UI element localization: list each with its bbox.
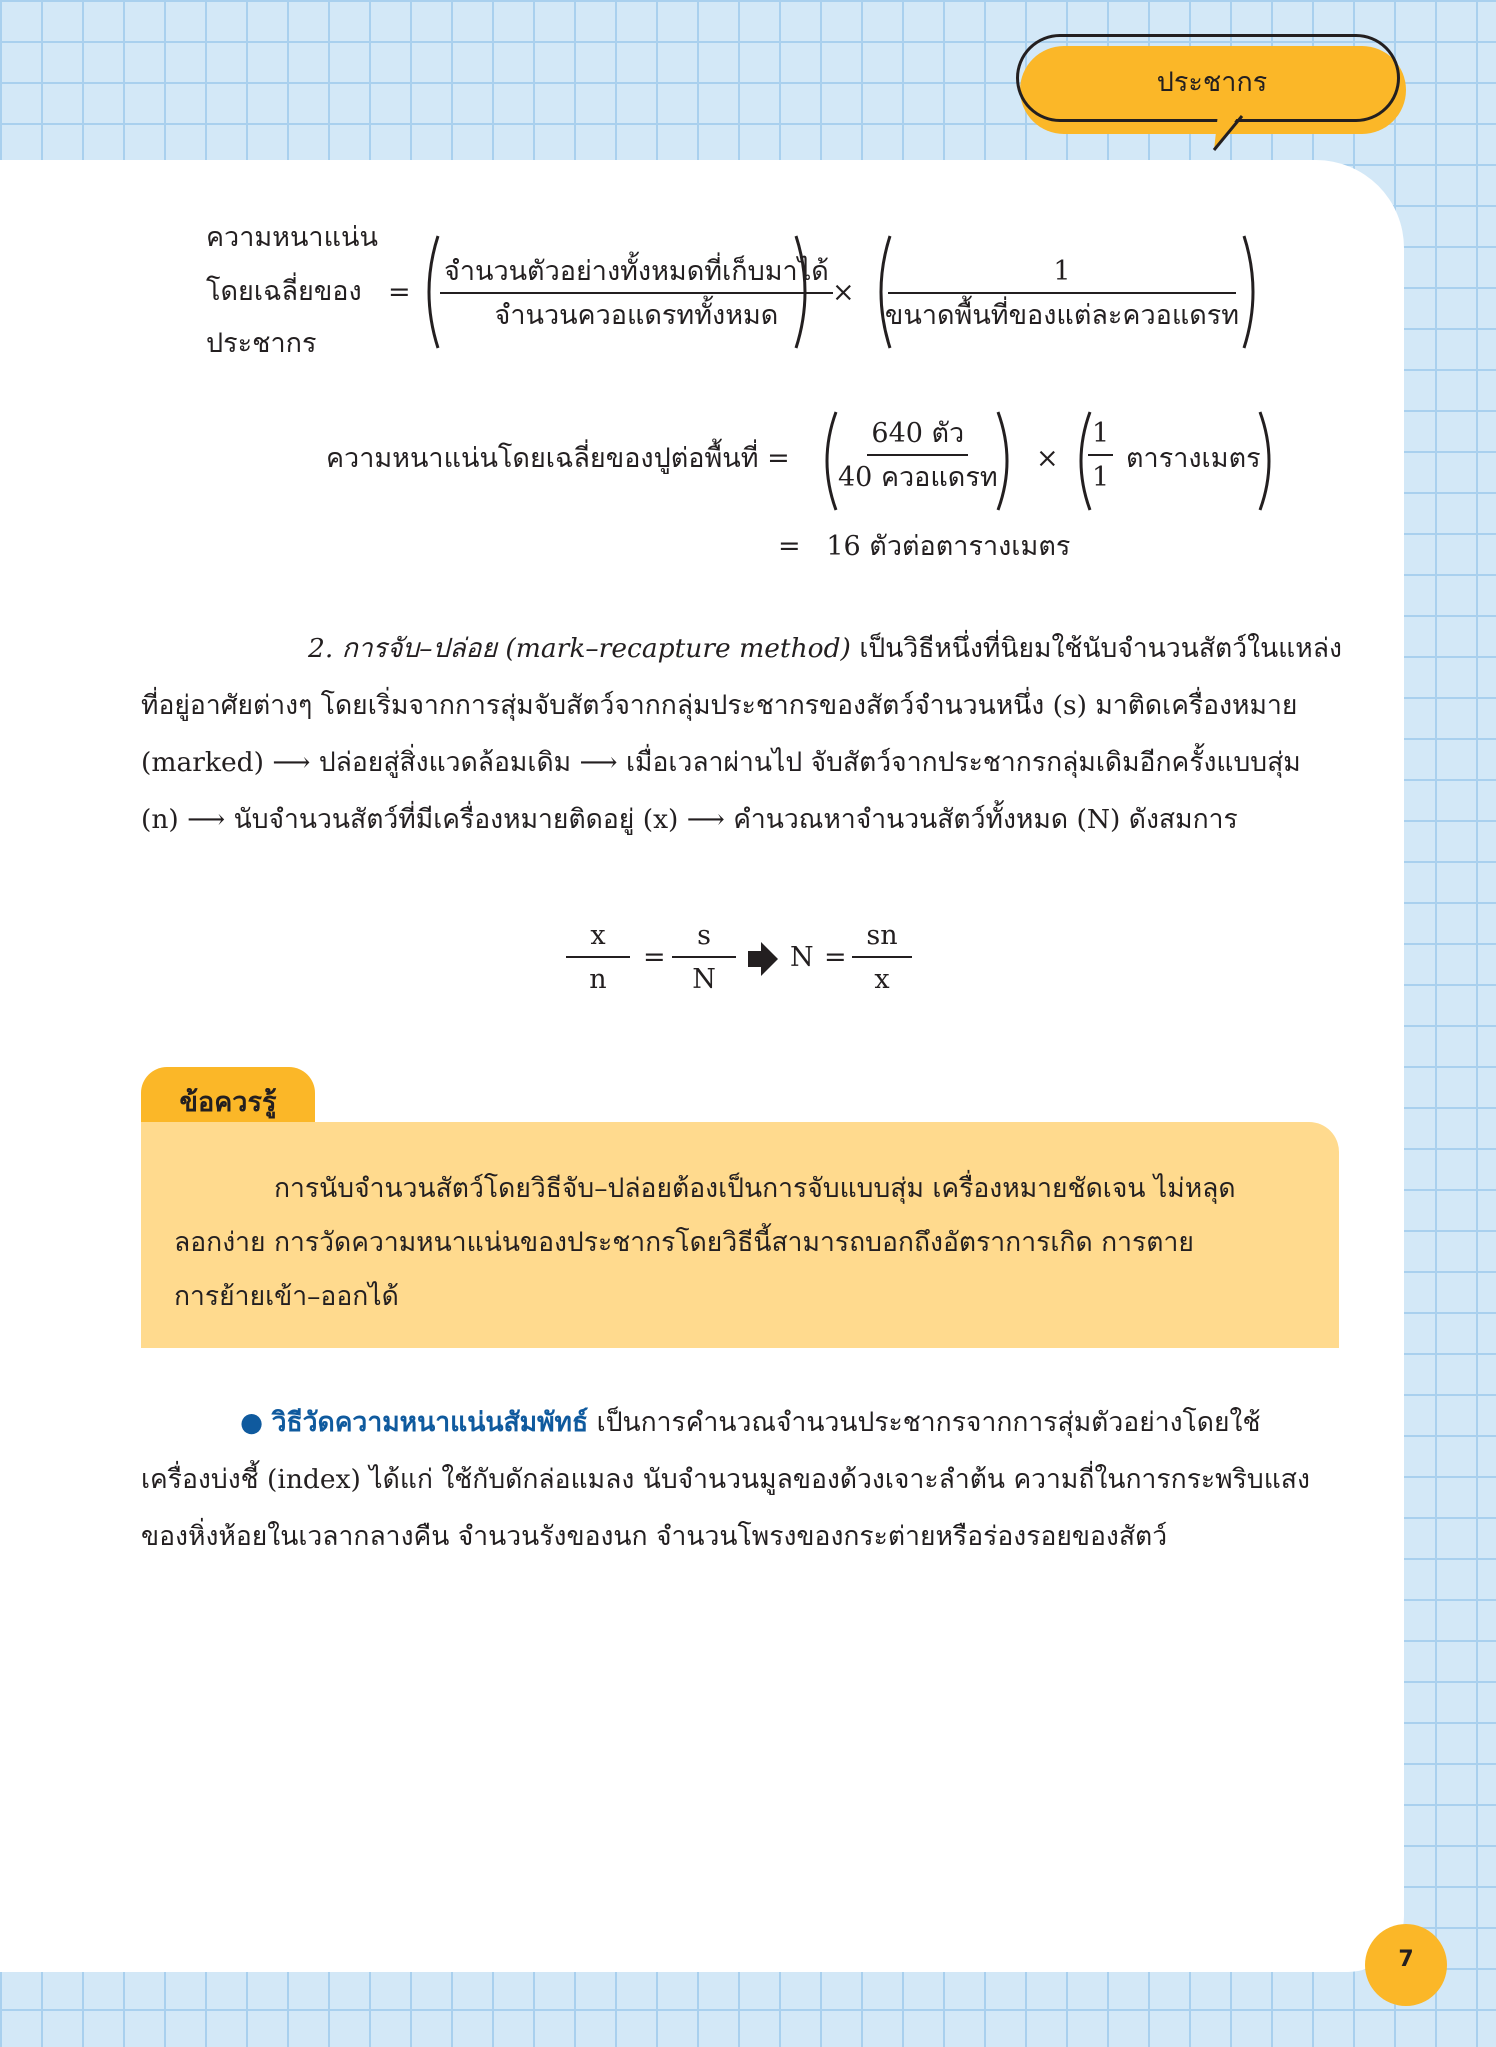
equation-N: N (790, 942, 814, 973)
equation-f2-numerator: s (672, 920, 736, 958)
mark-recapture-line4: (n) ⟶ นับจำนวนสัตว์ที่มีเครื่องหมายติดอยู่ (x) ⟶ คำนวณหาจำนวนสัตว์ทั้งหมด (N) ดังสมการ (141, 804, 1238, 835)
note-line1: การนับจำนวนสัตว์โดยวิธีจับ–ปล่อยต้องเป็นการจับแบบสุ่ม เครื่องหมายชัดเจน ไม่หลุด (274, 1173, 1236, 1204)
formula2-lhs: ความหนาแน่นโดยเฉลี่ยของปูต่อพื้นที่ = (326, 443, 790, 474)
formula1-times: × (832, 277, 855, 308)
mark-recapture-term: การจับ–ปล่อย (mark–recapture method) (341, 633, 851, 664)
equation-frac-x-n (566, 920, 630, 997)
formula2-times: × (1036, 443, 1059, 474)
section-tab (1016, 34, 1408, 154)
equation-f1-denominator: n (589, 964, 607, 996)
formula1-lhs-line1: ความหนาแน่น (206, 222, 378, 253)
formula2-result: = 16 ตัวต่อตารางเมตร (778, 531, 1071, 562)
formula1-right-paren-1 (792, 232, 816, 352)
formula1-frac1-numerator: จำนวนตัวอย่างทั้งหมดที่เก็บมาได้ (440, 256, 833, 294)
mark-recapture-number: 2. (308, 633, 334, 664)
formula1-lhs-line2: โดยเฉลี่ยของ (206, 276, 362, 307)
formula1-frac2-numerator: 1 (888, 256, 1236, 294)
page-card (0, 160, 1404, 1972)
formula2-unit: ตารางเมตร (1126, 443, 1261, 474)
formula2-frac2-denominator: 1 (1092, 462, 1110, 494)
relative-density-line3: ของหิ่งห้อยในเวลากลางคืน จำนวนรังของนก จำนวนโพรงของกระต่ายหรือร่องรอยของสัตว์ (141, 1521, 1168, 1552)
formula2-right-paren-1 (994, 408, 1018, 514)
relative-density-term: วิธีวัดความหนาแน่นสัมพัทธ์ (271, 1407, 589, 1438)
mark-recapture-line1 (308, 620, 1342, 677)
equation-f3-numerator: sn (852, 920, 912, 958)
implies-arrow-icon (748, 942, 778, 976)
formula2-frac1-numerator: 640 ตัว (867, 418, 968, 456)
equation-f1-numerator: x (566, 920, 630, 958)
relative-density-line1-text: เป็นการคำนวณจำนวนประชากรจากการสุ่มตัวอย่างโดยใช้ (596, 1407, 1261, 1438)
formula1-lhs-line3: ประชากร (206, 328, 317, 359)
mark-recapture-line3: (marked) ⟶ ปล่อยสู่สิ่งแวดล้อมเดิม ⟶ เมื่อเวลาผ่านไป จับสัตว์จากประชากรกลุ่มเดิมอีกครั้งแบบสุ่ม (141, 747, 1301, 778)
formula2-frac2-numerator: 1 (1088, 418, 1113, 456)
formula2-frac1 (834, 418, 1002, 495)
formula1-frac1 (440, 256, 833, 333)
formula1-left-paren-1 (418, 232, 442, 352)
note-line3: การย้ายเข้า–ออกได้ (174, 1281, 399, 1312)
equation-equals-2: = (824, 942, 847, 973)
formula1-right-paren-2 (1240, 232, 1264, 352)
formula2-frac2 (1088, 418, 1113, 495)
relative-density-line2: เครื่องบ่งชี้ (index) ได้แก่ ใช้กับดักล่อแมลง นับจำนวนมูลของด้วงเจาะลำต้น ความถี่ในการกระพริบแสง (141, 1464, 1310, 1495)
formula1-frac2 (884, 256, 1240, 333)
equation-frac-s-N (672, 920, 736, 997)
formula2-frac1-denominator: 40 ควอแดรท (838, 462, 998, 494)
formula1-equals: = (388, 277, 411, 308)
formula1-frac1-denominator: จำนวนควอแดรททั้งหมด (494, 300, 779, 332)
equation-f2-denominator: N (692, 964, 716, 996)
mark-recapture-line1-text: เป็นวิธีหนึ่งที่นิยมใช้นับจำนวนสัตว์ในแหล่ง (859, 633, 1342, 664)
formula1-frac2-denominator: ขนาดพื้นที่ของแต่ละควอแดรท (884, 300, 1240, 332)
formula2-right-paren-2 (1256, 408, 1280, 514)
relative-density-line1 (240, 1394, 1260, 1451)
note-line2: ลอกง่าย การวัดความหนาแน่นของประชากรโดยวิธีนี้สามารถบอกถึงอัตราการเกิด การตาย (174, 1227, 1194, 1258)
bullet-icon: ● (240, 1407, 264, 1438)
speech-tail-icon (1212, 114, 1272, 154)
mark-recapture-line2: ที่อยู่อาศัยต่างๆ โดยเริ่มจากการสุ่มจับสัตว์จากกลุ่มประชากรของสัตว์จำนวนหนึ่ง (s) มาติดเครื่องหมาย (141, 690, 1298, 721)
page-number: 7 (1398, 1947, 1414, 1972)
note-title: ข้อควรรู้ (179, 1087, 277, 1118)
equation-f3-denominator: x (874, 964, 890, 996)
section-tab-label: ประชากร (1156, 67, 1268, 98)
equation-equals-1: = (643, 942, 666, 973)
equation-frac-sn-x (852, 920, 912, 997)
